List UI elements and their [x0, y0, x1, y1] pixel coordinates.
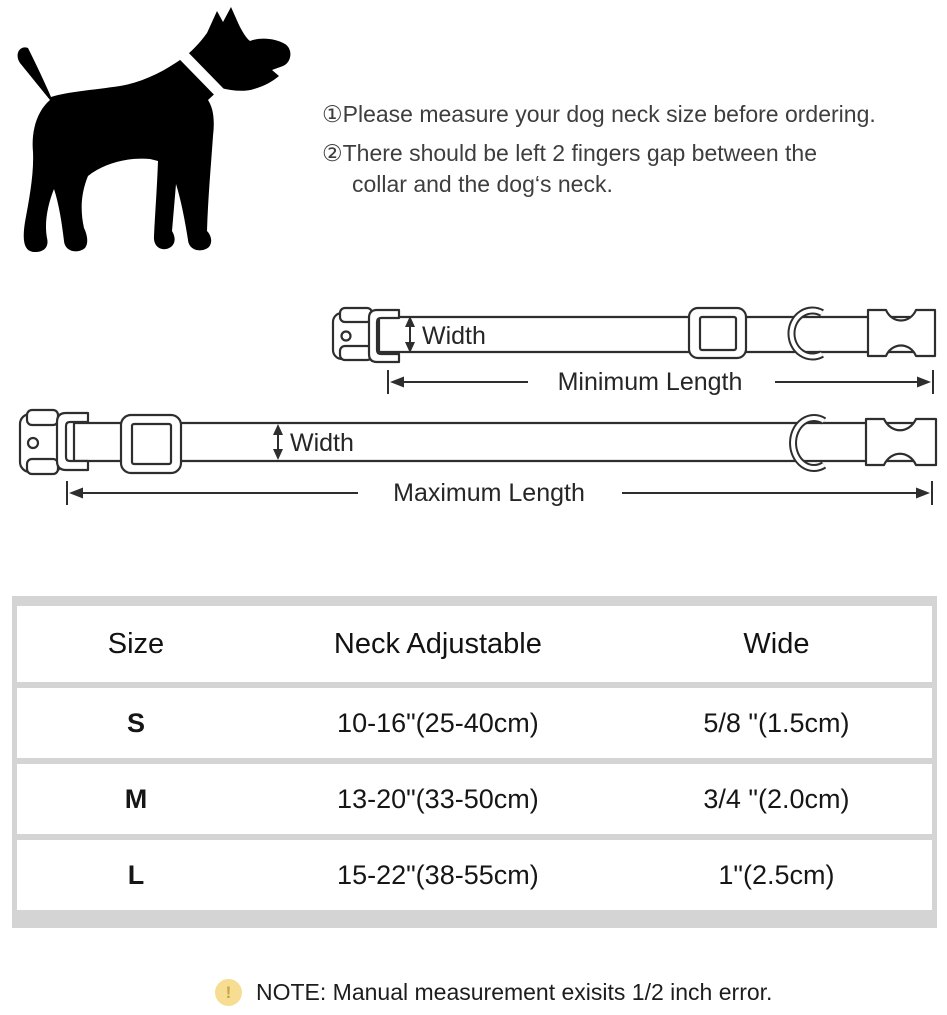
instruction-text-1: Please measure your dog neck size before ordering.	[342, 101, 876, 127]
collar-min-diagram	[0, 290, 947, 408]
header-wide: Wide	[743, 627, 810, 660]
instruction-text-2: There should be left 2 fingers gap between the	[342, 140, 817, 166]
collar-strap	[74, 423, 933, 461]
header-size: Size	[107, 627, 165, 660]
instruction-list	[322, 99, 946, 200]
cell-neck: 15-22"(38-55cm)	[337, 859, 539, 890]
instruction-text-2-continued: collar and the dog‘s neck.	[352, 171, 613, 197]
width-label: Width	[422, 322, 486, 350]
circled-number-2-icon: ②	[322, 140, 343, 166]
note-text: NOTE: Manual measurement exisits 1/2 inch error.	[256, 979, 773, 1005]
cell-neck: 13-20"(33-50cm)	[337, 783, 539, 814]
circled-number-1-icon: ①	[322, 101, 343, 127]
table-row-s	[17, 688, 932, 758]
max-length-label: Maximum Length	[393, 479, 585, 507]
table-row-m	[17, 764, 932, 834]
table-header-row	[17, 606, 932, 682]
table-row-l	[17, 840, 932, 910]
collar-max-diagram	[0, 400, 947, 518]
exclamation-circle-icon: !	[215, 979, 242, 1006]
measurement-note	[215, 979, 772, 1006]
min-length-label: Minimum Length	[557, 368, 743, 396]
cell-wide: 5/8 "(1.5cm)	[703, 707, 850, 738]
instruction-item-2	[322, 138, 946, 169]
cell-wide: 1"(2.5cm)	[718, 859, 835, 890]
cell-size: L	[127, 859, 145, 890]
cell-neck: 10-16"(25-40cm)	[337, 707, 539, 738]
header-neck-adjustable: Neck Adjustable	[333, 627, 542, 660]
cell-size: M	[124, 783, 148, 814]
instruction-item-1	[322, 99, 946, 130]
cell-wide: 3/4 "(2.0cm)	[703, 783, 850, 814]
cell-size: S	[126, 707, 145, 738]
dog-silhouette-icon	[8, 0, 308, 265]
size-table	[12, 596, 937, 928]
width-label: Width	[290, 429, 354, 457]
